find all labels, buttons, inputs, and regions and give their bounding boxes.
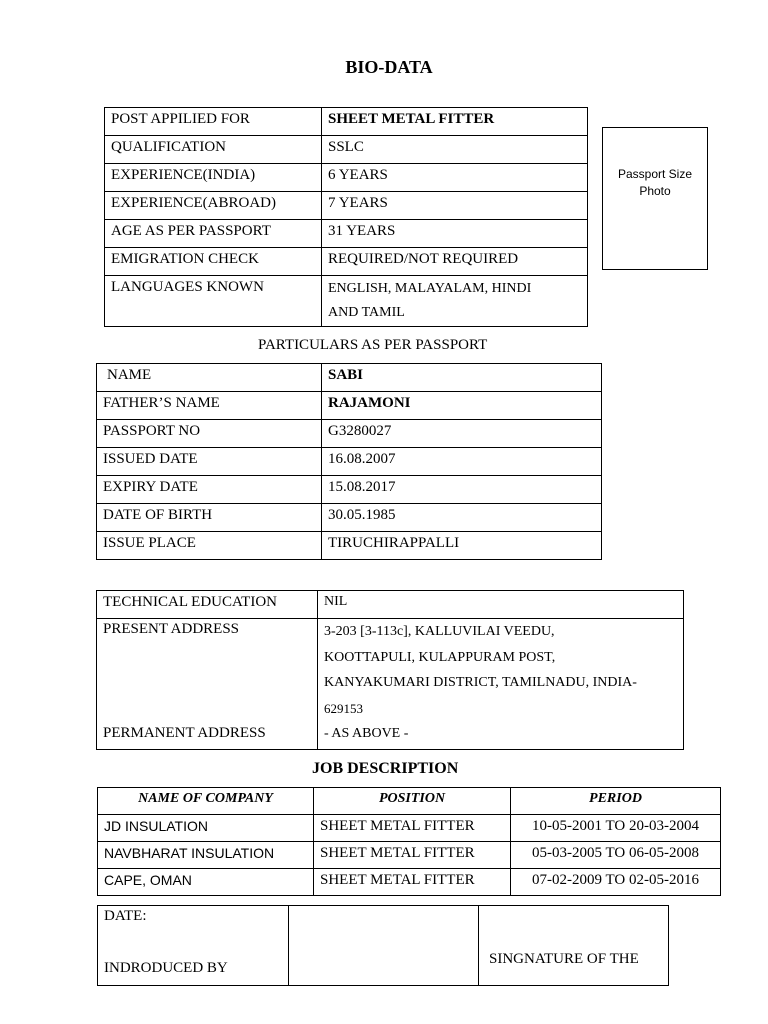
table-row	[105, 220, 588, 248]
summary-label: POST APPILIED FOR	[105, 108, 322, 136]
table-row	[105, 136, 588, 164]
permanent-address-value: - AS ABOVE -	[324, 726, 409, 741]
passport-label: ISSUED DATE	[97, 448, 322, 476]
table-row	[97, 591, 684, 619]
signature-label: SINGNATURE OF THE	[489, 951, 639, 967]
summary-label: EMIGRATION CHECK	[105, 248, 322, 276]
passport-photo-box	[602, 127, 708, 270]
table-row	[97, 619, 684, 750]
introduced-by-label: INDRODUCED BY	[104, 960, 228, 976]
date-label: DATE:	[104, 908, 147, 924]
job-section-heading: JOB DESCRIPTION	[312, 760, 459, 777]
passport-value: G3280027	[322, 420, 602, 448]
passport-value: 30.05.1985	[322, 504, 602, 532]
education-label: TECHNICAL EDUCATION	[97, 591, 318, 619]
table-row	[97, 532, 602, 560]
signature-cell	[479, 906, 669, 986]
summary-label: QUALIFICATION	[105, 136, 322, 164]
table-row	[98, 842, 721, 869]
column-header: PERIOD	[511, 788, 721, 815]
table-row	[105, 248, 588, 276]
education-address-table	[96, 590, 684, 750]
table-row	[98, 869, 721, 896]
table-row	[105, 108, 588, 136]
address-line: KOOTTAPULI, KULAPPURAM POST,	[324, 649, 556, 665]
table-row	[105, 192, 588, 220]
summary-value: REQUIRED/NOT REQUIRED	[322, 248, 588, 276]
company-cell: JD INSULATION	[98, 815, 314, 842]
passport-table	[96, 363, 602, 560]
job-table	[97, 787, 721, 896]
table-row	[97, 448, 602, 476]
permanent-address-label: PERMANENT ADDRESS	[103, 725, 266, 741]
summary-value: SHEET METAL FITTER	[322, 108, 588, 136]
summary-table	[104, 107, 588, 327]
table-row	[105, 164, 588, 192]
present-address-label: PRESENT ADDRESS	[103, 621, 240, 637]
period-cell: 10-05-2001 TO 20-03-2004	[511, 815, 721, 842]
passport-label: NAME	[97, 364, 322, 392]
passport-value: TIRUCHIRAPPALLI	[322, 532, 602, 560]
languages-line: AND TAMIL	[328, 305, 405, 320]
company-cell: NAVBHARAT INSULATION	[98, 842, 314, 869]
photo-label: Passport Size	[617, 167, 693, 181]
blank-cell	[289, 906, 479, 986]
date-introduced-cell	[98, 906, 289, 986]
page-title: BIO-DATA	[345, 57, 433, 77]
table-row	[97, 364, 602, 392]
summary-value: 7 YEARS	[322, 192, 588, 220]
address-line: 629153	[324, 700, 363, 716]
summary-value: SSLC	[322, 136, 588, 164]
passport-label: PASSPORT NO	[97, 420, 322, 448]
company-cell: CAPE, OMAN	[98, 869, 314, 896]
position-cell: SHEET METAL FITTER	[314, 842, 511, 869]
table-row	[97, 420, 602, 448]
passport-value: 16.08.2007	[322, 448, 602, 476]
passport-label: DATE OF BIRTH	[97, 504, 322, 532]
passport-label: EXPIRY DATE	[97, 476, 322, 504]
summary-value: 31 YEARS	[322, 220, 588, 248]
summary-value: 6 YEARS	[322, 164, 588, 192]
address-line: KANYAKUMARI DISTRICT, TAMILNADU, INDIA-	[324, 675, 637, 690]
table-row	[98, 906, 669, 986]
period-cell: 05-03-2005 TO 06-05-2008	[511, 842, 721, 869]
education-value: NIL	[318, 591, 684, 619]
summary-label: AGE AS PER PASSPORT	[105, 220, 322, 248]
position-cell: SHEET METAL FITTER	[314, 815, 511, 842]
period-cell: 07-02-2009 TO 02-05-2016	[511, 869, 721, 896]
table-row	[105, 276, 588, 327]
passport-value: 15.08.2017	[322, 476, 602, 504]
photo-label: Photo	[639, 184, 671, 198]
address-line: 3-203 [3-113c], KALLUVILAI VEEDU,	[324, 624, 555, 639]
column-header: NAME OF COMPANY	[98, 788, 314, 815]
column-header: POSITION	[314, 788, 511, 815]
summary-label: EXPERIENCE(ABROAD)	[105, 192, 322, 220]
passport-value: RAJAMONI	[322, 392, 602, 420]
address-labels	[97, 619, 318, 750]
passport-value: SABI	[322, 364, 602, 392]
table-row	[98, 815, 721, 842]
table-row	[97, 392, 602, 420]
languages-value	[322, 276, 588, 327]
languages-line: ENGLISH, MALAYALAM, HINDI	[328, 281, 532, 296]
address-value	[318, 619, 684, 750]
summary-label: LANGUAGES KNOWN	[105, 276, 322, 327]
table-row	[97, 504, 602, 532]
summary-label: EXPERIENCE(INDIA)	[105, 164, 322, 192]
passport-section-heading: PARTICULARS AS PER PASSPORT	[258, 337, 488, 353]
footer-table	[97, 905, 669, 986]
table-row	[97, 476, 602, 504]
table-header-row	[98, 788, 721, 815]
passport-label: FATHER’S NAME	[97, 392, 322, 420]
passport-label: ISSUE PLACE	[97, 532, 322, 560]
position-cell: SHEET METAL FITTER	[314, 869, 511, 896]
